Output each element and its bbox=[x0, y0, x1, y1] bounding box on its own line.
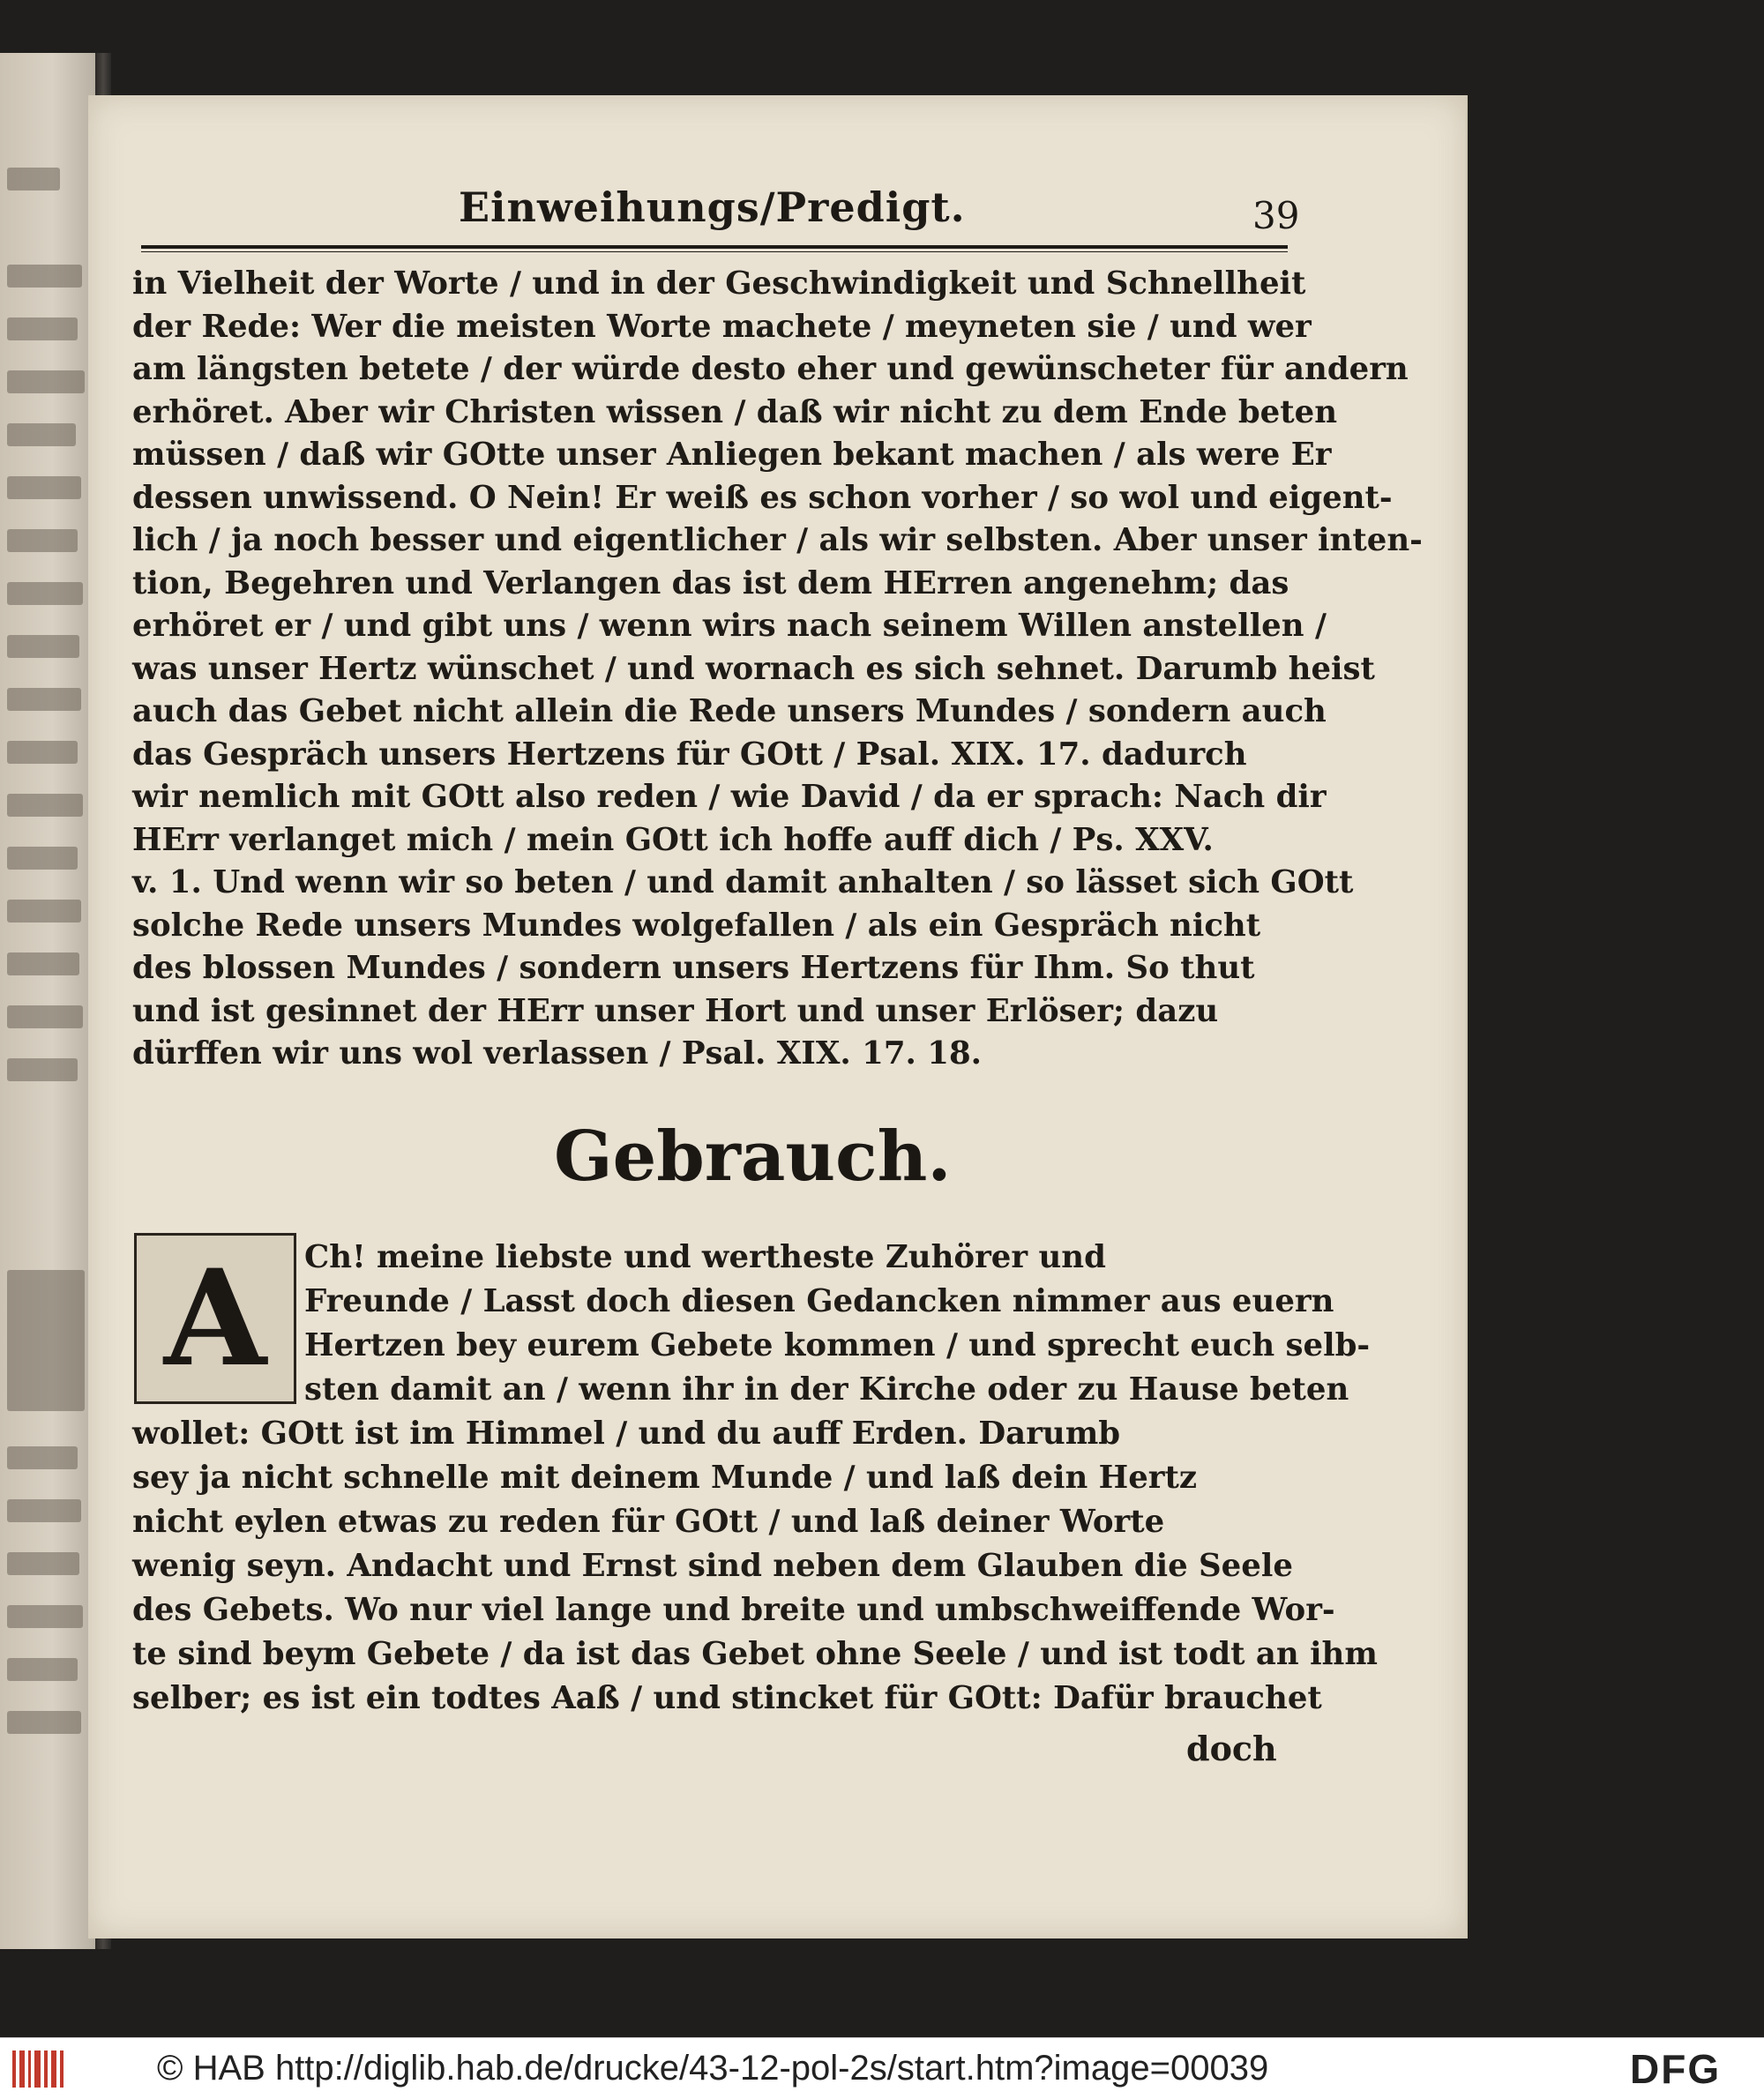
text-line: der Rede: Wer die meisten Worte machete / meyneten sie / und wer bbox=[132, 308, 1312, 345]
text-line: v. 1. Und wenn wir so beten / und damit anhalten / so lässet sich GOtt bbox=[132, 864, 1354, 900]
bleed-line bbox=[7, 741, 78, 764]
text-line: dürffen wir uns wol verlassen / Psal. XIX. 17. 18. bbox=[132, 1035, 983, 1072]
barcode-icon bbox=[12, 2050, 65, 2088]
bleed-line bbox=[7, 635, 79, 658]
running-title: Einweihungs/Predigt. bbox=[459, 183, 966, 231]
bleed-line bbox=[7, 370, 85, 393]
text-line: HErr verlanget mich / mein GOtt ich hoffe auff dich / Ps. XXV. bbox=[132, 821, 1214, 858]
page-number: 39 bbox=[1252, 194, 1300, 237]
bleed-line bbox=[7, 1552, 79, 1575]
bleed-line bbox=[7, 900, 81, 923]
bleed-line bbox=[7, 317, 78, 340]
text-line: des blossen Mundes / sondern unsers Hertzens für Ihm. So thut bbox=[132, 950, 1255, 986]
bleed-line bbox=[7, 476, 81, 499]
header-rule bbox=[141, 245, 1288, 249]
text-line: erhöret er / und gibt uns / wenn wirs nach seinem Willen anstellen / bbox=[132, 608, 1327, 644]
text-line: solche Rede unsers Mundes wolgefallen / als ein Gespräch nicht bbox=[132, 907, 1261, 944]
text-line: in Vielheit der Worte / und in der Geschwindigkeit und Schnellheit bbox=[132, 265, 1306, 302]
text-line: am längsten betete / der würde desto eher und gewünscheter für andern bbox=[132, 351, 1409, 387]
text-line: nicht eylen etwas zu reden für GOtt / und laß deiner Worte bbox=[132, 1504, 1165, 1540]
text-line: wollet: GOtt ist im Himmel / und du auff Erden. Darumb bbox=[132, 1416, 1121, 1452]
text-line: Freunde / Lasst doch diesen Gedancken nimmer aus euern bbox=[304, 1283, 1334, 1319]
dfg-logo: DFG bbox=[1630, 2046, 1722, 2092]
text-line: müssen / daß wir GOtte unser Anliegen bekant machen / als were Er bbox=[132, 437, 1332, 473]
text-line: sten damit an / wenn ihr in der Kirche oder zu Hause beten bbox=[304, 1371, 1349, 1408]
paragraph-1 bbox=[132, 263, 1423, 1076]
bleed-line bbox=[7, 688, 81, 711]
bleed-line bbox=[7, 1005, 83, 1028]
text-line: tion, Begehren und Verlangen das ist dem HErren angenehm; das bbox=[132, 564, 1289, 601]
text-line: dessen unwissend. O Nein! Er weiß es schon vorher / so wol und eigent- bbox=[132, 479, 1393, 516]
text-line: auch das Gebet nicht allein die Rede unsers Mundes / sondern auch bbox=[132, 693, 1327, 729]
bleed-line bbox=[7, 168, 60, 190]
bleed-line bbox=[7, 1658, 78, 1681]
copyright-link[interactable]: © HAB http://diglib.hab.de/drucke/43-12-pol-2s/start.htm?image=00039 bbox=[157, 2049, 1269, 2088]
text-line: sey ja nicht schnelle mit deinem Munde / und laß dein Hertz bbox=[132, 1460, 1198, 1496]
initial-letter: A bbox=[163, 1241, 267, 1396]
previous-page-edge bbox=[0, 53, 95, 1949]
paragraph-2-indented bbox=[304, 1236, 1371, 1413]
decorated-initial bbox=[134, 1233, 296, 1404]
bleed-line bbox=[7, 529, 78, 552]
footer-bar bbox=[0, 2037, 1764, 2099]
bleed-line bbox=[7, 847, 78, 870]
bleed-line bbox=[7, 582, 83, 605]
bleed-line bbox=[7, 1711, 81, 1734]
text-line: was unser Hertz wünschet / und wornach es sich sehnet. Darumb heist bbox=[132, 650, 1375, 687]
bleed-line bbox=[7, 952, 79, 975]
text-line: te sind beym Gebete / da ist das Gebet ohne Seele / und ist todt an ihm bbox=[132, 1636, 1378, 1672]
text-line: des Gebets. Wo nur viel lange und breite und umbschweiffende Wor- bbox=[132, 1592, 1335, 1628]
text-line: das Gespräch unsers Hertzens für GOtt / Psal. XIX. 17. dadurch bbox=[132, 736, 1247, 773]
bleed-line bbox=[7, 1499, 81, 1522]
bleed-line bbox=[7, 423, 76, 446]
text-line: selber; es ist ein todtes Aaß / und stincket für GOtt: Dafür brauchet bbox=[132, 1680, 1322, 1716]
text-line: Ch! meine liebste und wertheste Zuhörer und bbox=[304, 1239, 1106, 1275]
section-heading: Gebrauch. bbox=[554, 1117, 952, 1197]
bleed-line bbox=[7, 1605, 83, 1628]
paragraph-2 bbox=[132, 1413, 1378, 1722]
bleed-ornament bbox=[7, 1270, 85, 1411]
text-line: erhöret. Aber wir Christen wissen / daß wir nicht zu dem Ende beten bbox=[132, 393, 1338, 430]
text-line: wir nemlich mit GOtt also reden / wie David / da er sprach: Nach dir bbox=[132, 779, 1327, 815]
text-line: lich / ja noch besser und eigentlicher / als wir selbsten. Aber unser inten- bbox=[132, 522, 1423, 558]
bleed-line bbox=[7, 794, 83, 817]
bleed-line bbox=[7, 1058, 78, 1081]
header-rule-thin bbox=[141, 251, 1288, 252]
catchword: doch bbox=[1186, 1729, 1277, 1768]
text-line: Hertzen bey eurem Gebete kommen / und sprecht euch selb- bbox=[304, 1327, 1371, 1363]
text-line: und ist gesinnet der HErr unser Hort und unser Erlöser; dazu bbox=[132, 992, 1219, 1029]
bleed-line bbox=[7, 265, 82, 288]
bleed-line bbox=[7, 1446, 78, 1469]
text-line: wenig seyn. Andacht und Ernst sind neben dem Glauben die Seele bbox=[132, 1548, 1293, 1584]
